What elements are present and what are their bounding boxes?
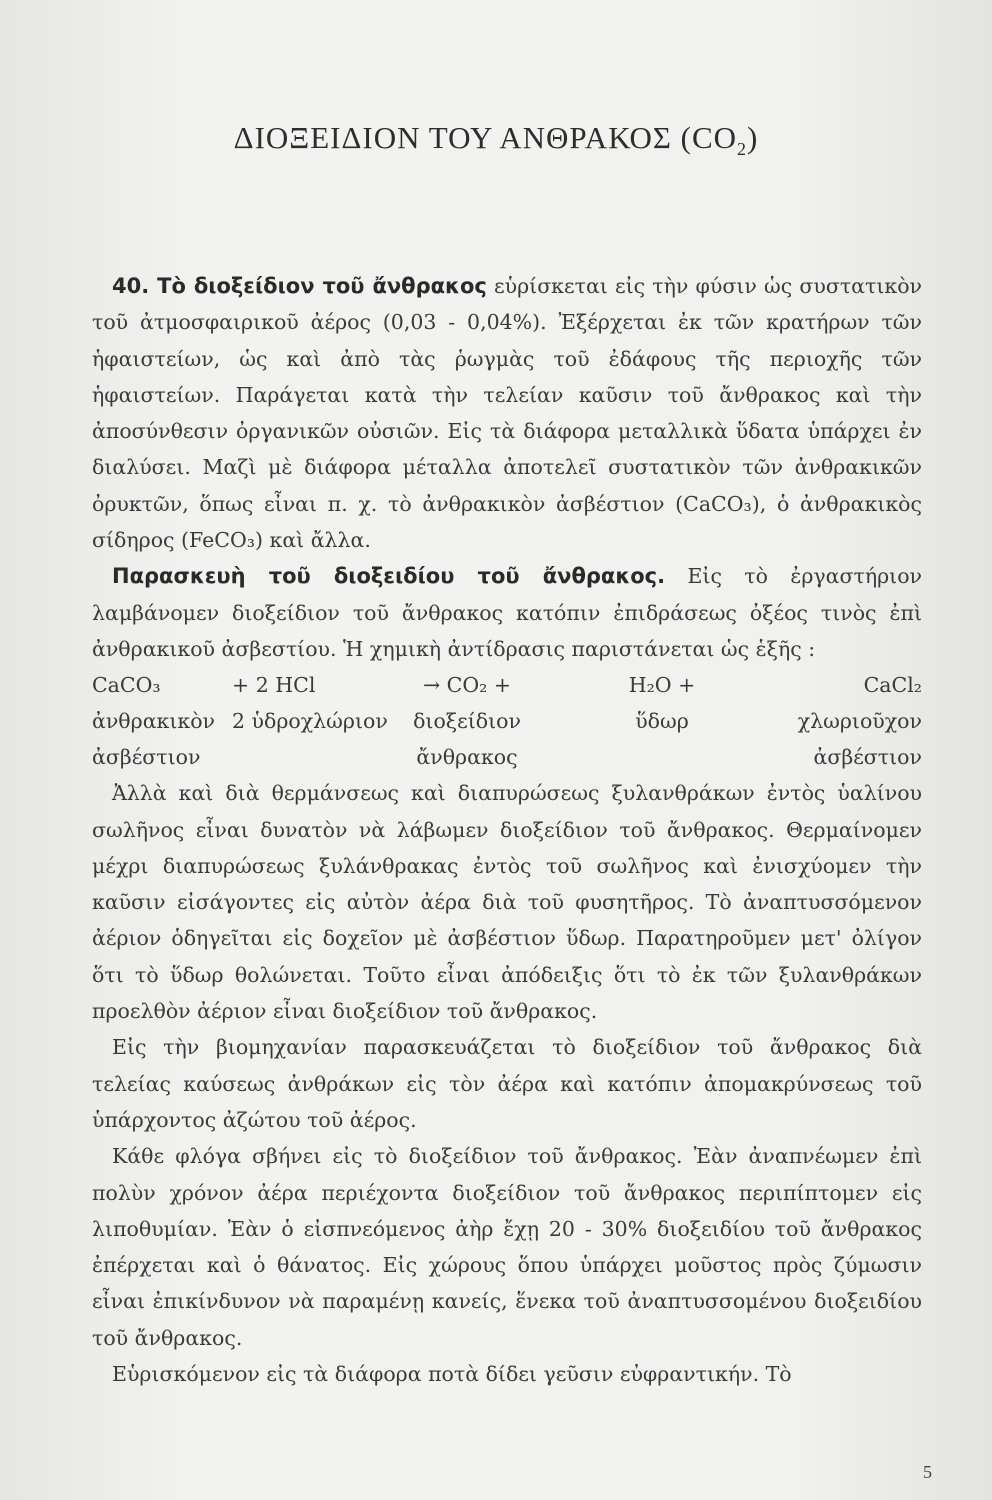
paragraph-1 xyxy=(92,268,922,558)
eq-name: ὕδωρ xyxy=(635,709,689,734)
paragraph-1-text: εὑρίσκεται εἰς τὴν φύσιν ὡς συστατικὸν τοῦ ἀτμοσφαιρικοῦ ἀέρος (0,03 - 0,04%). Ἐξέρχεται ἐκ τῶν κρατήρων τῶν ἡφαιστείων, ὡς καὶ ἀπὸ τὰς ῥωγμὰς τοῦ ἐδάφους τῆς περιοχῆς τῶν ἡφαιστείων. Παράγεται κατὰ τὴν τελείαν καῦσιν τοῦ ἄνθρακος καὶ τὴν ἀποσύνθεσιν ὀργανικῶν οὐσιῶν. Εἰς τὰ διάφορα μεταλλικὰ ὕδατα ὑπάρχει ἐν διαλύσει. Μαζὶ μὲ διάφορα μέταλλα ἀποτελεῖ συστατικὸν τῶν ἀνθρακικῶν ὀρυκτῶν, ὅπως εἶναι π. χ. τὸ ἀνθρακικὸν ἀσβέστιον (CaCO₃), ὁ ἀνθρακικὸς σίδηρος (FeCO₃) καὶ ἄλλα. xyxy=(92,274,923,553)
page-title xyxy=(0,120,992,160)
eq-name xyxy=(562,739,762,775)
page-number: 5 xyxy=(923,1462,932,1482)
paragraph-3: Ἀλλὰ καὶ διὰ θερμάνσεως καὶ διαπυρώσεως ξυλανθράκων ἐντὸς ὑαλίνου σωλῆνος εἶναι δυνατὸν νὰ λάβωμεν διοξείδιον τοῦ ἄνθρακος. Θερμαίνομεν μέχρι διαπυρώσεως ξυλάνθρακας ἐντὸς τοῦ σωλῆνος καὶ ἐνισχύομεν τὴν καῦσιν εἰσάγοντες εἰς αὐτὸν ἀέρα διὰ τοῦ φυσητῆρος. Τὸ ἀναπτυσσόμενον ἀέριον ὁδηγεῖται εἰς δοχεῖον μὲ ἀσβέστιον ὕδωρ. Παρατηροῦμεν μετ' ὀλίγον ὅτι τὸ ὕδωρ θολώνεται. Τοῦτο εἶναι ἀπόδειξις ὅτι τὸ ἐκ τῶν ξυλανθράκων προελθὸν ἀέριον εἶναι διοξείδιον τοῦ ἄνθρακος. xyxy=(92,781,922,1024)
title-main: ΔΙΟΞΕΙΔΙΟΝ ΤΟΥ ΑΝΘΡΑΚΟΣ (CO xyxy=(233,120,738,155)
eq-term: CaCO₃ xyxy=(92,673,161,698)
equation-formulas xyxy=(92,667,922,703)
paragraph-4: Εἰς τὴν βιομηχανίαν παρασκευάζεται τὸ διοξείδιον τοῦ ἄνθρακος διὰ τελείας καύσεως ἀνθράκων εἰς τὸν ἀέρα καὶ κατόπιν ἀπομακρύνσεως τοῦ ὑπάρχοντος ἀζώτου τοῦ ἀέρος. xyxy=(92,1035,922,1132)
title-close: ) xyxy=(747,120,759,155)
eq-name: ἀσβέστιον xyxy=(92,745,201,770)
eq-name: ἀσβέστιον xyxy=(813,745,922,770)
eq-term: + 2 HCl xyxy=(232,673,316,698)
paragraph-2-text: Εἰς τὸ ἐργαστήριον λαμβάνομεν διοξείδιον τοῦ ἄνθρακος κατόπιν ἐπιδράσεως ὀξέος τινὸς ἐπὶ ἀνθρακικοῦ ἀσβεστίου. Ἡ χημικὴ ἀντίδρασις παριστάνεται ὡς ἑξῆς : xyxy=(92,564,923,661)
eq-name: ἄνθρακος xyxy=(416,745,518,770)
title-subscript: 2 xyxy=(737,139,748,160)
eq-name: ἀνθρακικὸν xyxy=(92,709,216,734)
eq-term: CaCl₂ xyxy=(863,673,922,698)
text-body xyxy=(92,268,922,1392)
subsection-heading: Παρασκευὴ τοῦ διοξειδίου τοῦ ἄνθρακος. xyxy=(112,564,666,589)
paragraph-6: Εὑρισκόμενον εἰς τὰ διάφορα ποτὰ δίδει γεῦσιν εὐφραντικήν. Τὸ xyxy=(112,1362,792,1387)
eq-name: διοξείδιον xyxy=(413,709,521,734)
section-heading: 40. Τὸ διοξείδιον τοῦ ἄνθρακος xyxy=(112,274,487,298)
paragraph-5: Κάθε φλόγα σβήνει εἰς τὸ διοξείδιον τοῦ ἄνθρακος. Ἐὰν ἀναπνέωμεν ἐπὶ πολὺν χρόνον ἀέρα περιέχοντα διοξείδιον τοῦ ἄνθρακος περιπίπτομεν εἰς λιποθυμίαν. Ἐὰν ὁ εἰσπνεόμενος ἀὴρ ἔχῃ 20 - 30% διοξειδίου τοῦ ἄνθρακος ἐπέρχεται καὶ ὁ θάνατος. Εἰς χώρους ὅπου ὑπάρχει μοῦστος πρὸς ζύμωσιν εἶναι ἐπικίνδυνον νὰ παραμένῃ κανείς, ἕνεκα τοῦ ἀναπτυσσομένου διοξειδίου τοῦ ἄνθρακος. xyxy=(92,1144,922,1350)
eq-name: χλωριοῦχον xyxy=(797,709,922,734)
equation-names-2 xyxy=(92,739,922,775)
paragraph-2 xyxy=(92,558,922,667)
chemical-equation xyxy=(92,667,922,775)
eq-name: 2 ὑδροχλώριον xyxy=(232,709,388,734)
eq-name xyxy=(232,739,372,775)
equation-names xyxy=(92,703,922,739)
eq-term: H₂O + xyxy=(628,673,696,698)
eq-term: → CO₂ + xyxy=(422,673,512,698)
